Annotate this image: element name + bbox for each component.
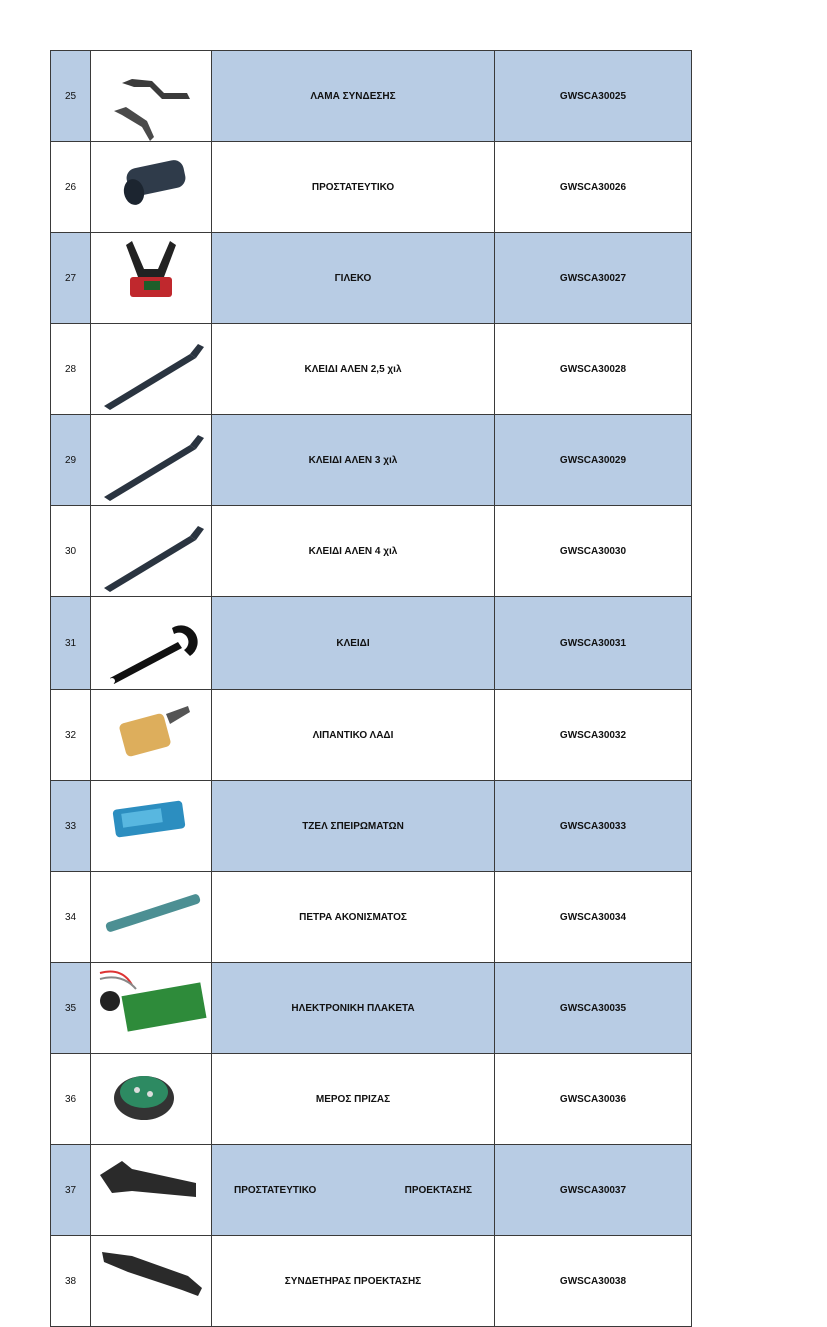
allen-key-icon (92, 415, 210, 505)
item-description: ΠΡΟΣΤΑΤΕΥΤΙΚΟ (212, 142, 495, 233)
item-number: 36 (51, 1054, 91, 1145)
item-number: 30 (51, 506, 91, 597)
allen-key-icon (92, 324, 210, 414)
circuit-board-icon (92, 963, 210, 1053)
item-code: GWSCA30029 (495, 415, 692, 506)
item-description: ΚΛΕΙΔΙ (212, 597, 495, 690)
item-code: GWSCA30028 (495, 324, 692, 415)
table-row (51, 963, 692, 1054)
item-number: 28 (51, 324, 91, 415)
oil-bottle-icon (92, 690, 210, 780)
item-number: 25 (51, 51, 91, 142)
table-row (51, 690, 692, 781)
table-row (51, 1236, 692, 1327)
item-description-part: ΠΡΟΣΤΑΤΕΥΤΙΚΟ (234, 1184, 317, 1196)
extension-guard-icon (92, 1145, 210, 1235)
table-row (51, 233, 692, 324)
item-description: ΛΑΜΑ ΣΥΝΔΕΣΗΣ (212, 51, 495, 142)
table-row (51, 142, 692, 233)
item-photo (91, 872, 212, 963)
item-description-part: ΠΡΟΕΚΤΑΣΗΣ (404, 1184, 472, 1196)
item-number: 33 (51, 781, 91, 872)
item-photo (91, 781, 212, 872)
item-description: ΓΙΛΕΚΟ (212, 233, 495, 324)
table-row (51, 781, 692, 872)
item-code: GWSCA30037 (495, 1145, 692, 1236)
parts-table (50, 50, 692, 1327)
item-photo (91, 506, 212, 597)
item-description: ΜΕΡΟΣ ΠΡΙΖΑΣ (212, 1054, 495, 1145)
item-number: 34 (51, 872, 91, 963)
table-row (51, 324, 692, 415)
item-photo (91, 142, 212, 233)
item-photo (91, 233, 212, 324)
item-code: GWSCA30038 (495, 1236, 692, 1327)
table-row (51, 51, 692, 142)
item-photo (91, 1145, 212, 1236)
item-code: GWSCA30034 (495, 872, 692, 963)
item-code: GWSCA30036 (495, 1054, 692, 1145)
item-number: 31 (51, 597, 91, 690)
item-number: 27 (51, 233, 91, 324)
item-photo (91, 1054, 212, 1145)
item-number: 29 (51, 415, 91, 506)
allen-key-icon (92, 506, 210, 596)
item-photo (91, 415, 212, 506)
item-code: GWSCA30030 (495, 506, 692, 597)
table-row (51, 415, 692, 506)
item-description: ΗΛΕΚΤΡΟΝΙΚΗ ΠΛΑΚΕΤΑ (212, 963, 495, 1054)
wrench-icon (92, 598, 210, 688)
item-number: 38 (51, 1236, 91, 1327)
sharpening-stone-icon (92, 872, 210, 962)
thread-gel-icon (92, 781, 210, 871)
item-description: ΚΛΕΙΔΙ ΑΛΕΝ 3 χιλ (212, 415, 495, 506)
item-code: GWSCA30035 (495, 963, 692, 1054)
table-row (51, 872, 692, 963)
item-code: GWSCA30033 (495, 781, 692, 872)
item-photo (91, 597, 212, 690)
item-photo (91, 51, 212, 142)
item-description: ΛΙΠΑΝΤΙΚΟ ΛΑΔΙ (212, 690, 495, 781)
item-description: ΠΕΤΡΑ ΑΚΟΝΙΣΜΑΤΟΣ (212, 872, 495, 963)
table-row (51, 1145, 692, 1236)
parts-table-body (51, 51, 692, 1327)
item-number: 35 (51, 963, 91, 1054)
item-description: ΚΛΕΙΔΙ ΑΛΕΝ 4 χιλ (212, 506, 495, 597)
socket-part-icon (92, 1054, 210, 1144)
item-photo (91, 324, 212, 415)
item-number: 26 (51, 142, 91, 233)
item-code: GWSCA30031 (495, 597, 692, 690)
item-description: ΚΛΕΙΔΙ ΑΛΕΝ 2,5 χιλ (212, 324, 495, 415)
item-number: 32 (51, 690, 91, 781)
item-number: 37 (51, 1145, 91, 1236)
table-row (51, 597, 692, 690)
table-row (51, 1054, 692, 1145)
item-description (212, 1145, 495, 1236)
extension-connector-icon (92, 1236, 210, 1326)
harness-vest-icon (92, 233, 210, 323)
item-code: GWSCA30025 (495, 51, 692, 142)
item-description: ΤΖΕΛ ΣΠΕΙΡΩΜΑΤΩΝ (212, 781, 495, 872)
item-code: GWSCA30027 (495, 233, 692, 324)
item-code: GWSCA30026 (495, 142, 692, 233)
item-photo (91, 690, 212, 781)
protective-sleeve-icon (92, 142, 210, 232)
item-photo (91, 1236, 212, 1327)
item-description: ΣΥΝΔΕΤΗΡΑΣ ΠΡΟΕΚΤΑΣΗΣ (212, 1236, 495, 1327)
connecting-blade-icon (92, 51, 210, 141)
item-code: GWSCA30032 (495, 690, 692, 781)
item-photo (91, 963, 212, 1054)
table-row (51, 506, 692, 597)
